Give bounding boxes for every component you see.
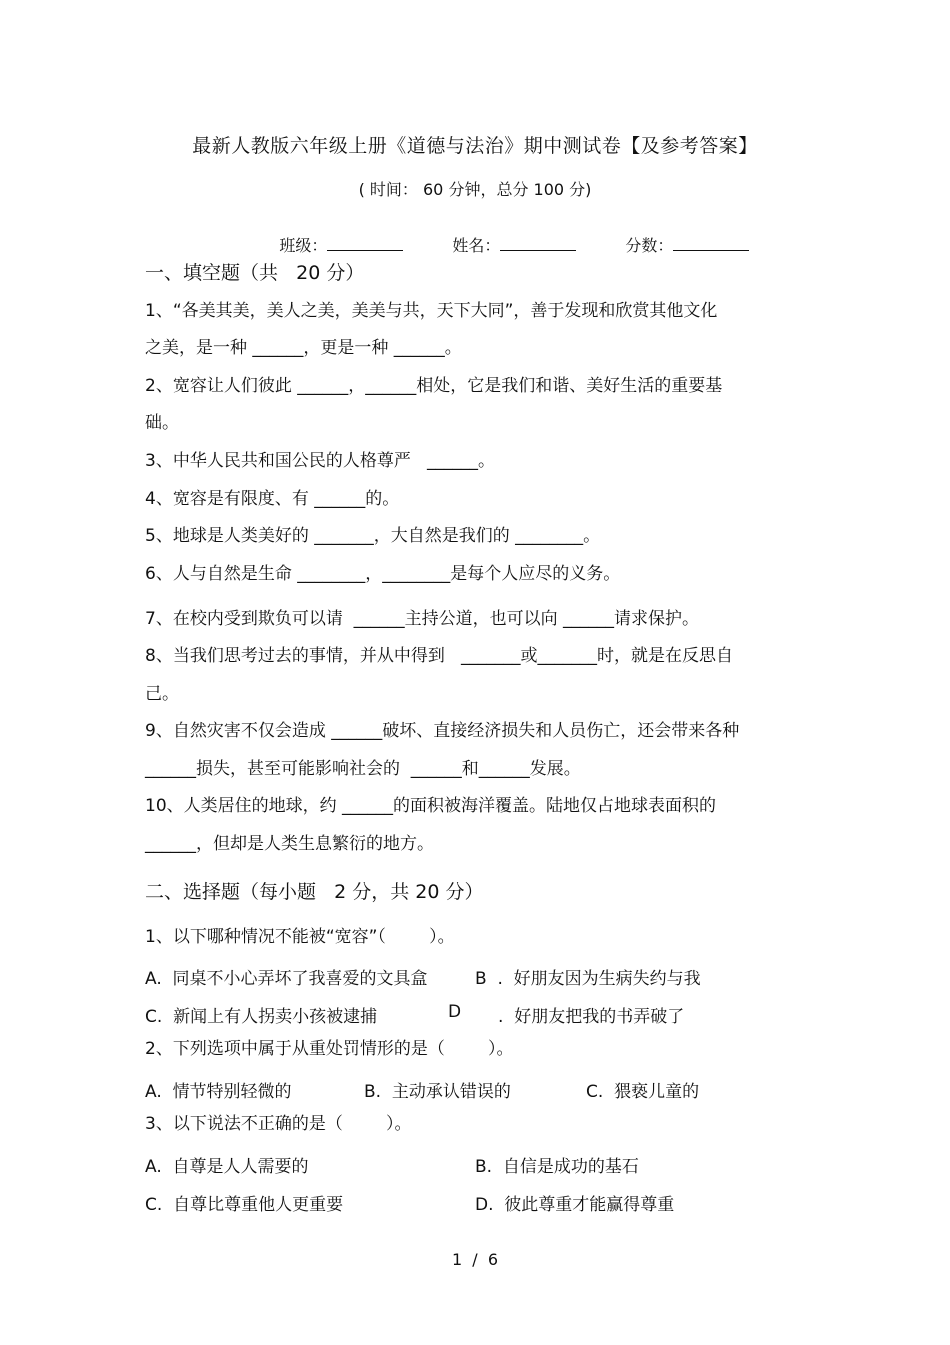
page-title: 最新人教版六年级上册《道德与法治》期中测试卷【及参考答案】 bbox=[192, 135, 758, 157]
choice-question-1: 1、以下哪种情况不能被“宽容”（ ）。 bbox=[145, 927, 455, 947]
question-line: 础。 bbox=[145, 413, 179, 433]
question-line: 7、在校内受到欺负可以请 ______主持公道，也可以向 ______请求保护。 bbox=[145, 609, 700, 629]
choice-question-2: 2、下列选项中属于从重处罚情形的是（ ）。 bbox=[145, 1039, 514, 1059]
choice-option-c: C. 新闻上有人拐卖小孩被逮捕 bbox=[145, 1007, 378, 1027]
question-line: 3、中华人民共和国公民的人格尊严 ______。 bbox=[145, 451, 496, 471]
question-line: 4、宽容是有限度、有 ______的。 bbox=[145, 489, 400, 509]
question-line: 8、当我们思考过去的事情，并从中得到 _______或_______时，就是在反思自 bbox=[145, 646, 734, 666]
choice-option-c: C. 自尊比尊重他人更重要 bbox=[145, 1195, 344, 1215]
name-blank bbox=[500, 234, 576, 251]
question-line: 2、宽容让人们彼此 ______，______相处，它是我们和谐、美好生活的重要基 bbox=[145, 376, 723, 396]
question-line: 己。 bbox=[145, 684, 179, 704]
score-blank bbox=[673, 234, 749, 251]
score-label: 分数： bbox=[625, 236, 674, 255]
choice-option-c: C. 猥亵儿童的 bbox=[586, 1082, 700, 1102]
question-line: ______，但却是人类生息繁衍的地方。 bbox=[145, 834, 434, 854]
exam-time-score: ( 时间： 60 分钟，总分 100 分) bbox=[358, 180, 592, 199]
question-line: 10、人类居住的地球，约 ______的面积被海洋覆盖。陆地仅占地球表面积的 bbox=[145, 796, 717, 816]
choice-option-b: B . 好朋友因为生病失约与我 bbox=[475, 969, 701, 989]
class-label: 班级： bbox=[279, 236, 328, 255]
choice-option-a: A. 自尊是人人需要的 bbox=[145, 1157, 309, 1177]
section-choice-heading: 二、选择题（每小题 2 分，共 20 分） bbox=[145, 881, 484, 903]
section-fill-blank-heading: 一、填空题（共 20 分） bbox=[145, 262, 365, 284]
choice-option-a: A. 情节特别轻微的 bbox=[145, 1082, 292, 1102]
choice-option-b: B. 主动承认错误的 bbox=[364, 1082, 511, 1102]
choice-option-a: A. 同桌不小心弄坏了我喜爱的文具盒 bbox=[145, 969, 428, 989]
question-line: ______损失，甚至可能影响社会的 ______和______发展。 bbox=[145, 759, 581, 779]
choice-option-d-letter: D bbox=[448, 1002, 462, 1022]
question-line: 之美，是一种 ______，更是一种 ______。 bbox=[145, 338, 462, 358]
page-number: 1 / 6 bbox=[451, 1250, 499, 1269]
question-line: 6、人与自然是生命 ________，________是每个人应尽的义务。 bbox=[145, 564, 621, 584]
score-field bbox=[605, 214, 749, 275]
choice-question-3: 3、以下说法不正确的是（ ）。 bbox=[145, 1114, 412, 1134]
question-line: 9、自然灾害不仅会造成 ______破坏、直接经济损失和人员伤亡，还会带来各种 bbox=[145, 721, 740, 741]
question-line: 5、地球是人类美好的 _______，大自然是我们的 ________。 bbox=[145, 526, 601, 546]
name-field bbox=[432, 214, 576, 275]
question-line: 1、“各美其美，美人之美，美美与共，天下大同”，善于发现和欣赏其他文化 bbox=[145, 301, 718, 321]
choice-option-d: D. 彼此尊重才能赢得尊重 bbox=[475, 1195, 675, 1215]
choice-option-b: B. 自信是成功的基石 bbox=[475, 1157, 639, 1177]
class-blank bbox=[327, 234, 403, 251]
choice-option-d: . 好朋友把我的书弄破了 bbox=[498, 1007, 685, 1027]
name-label: 姓名： bbox=[452, 236, 501, 255]
